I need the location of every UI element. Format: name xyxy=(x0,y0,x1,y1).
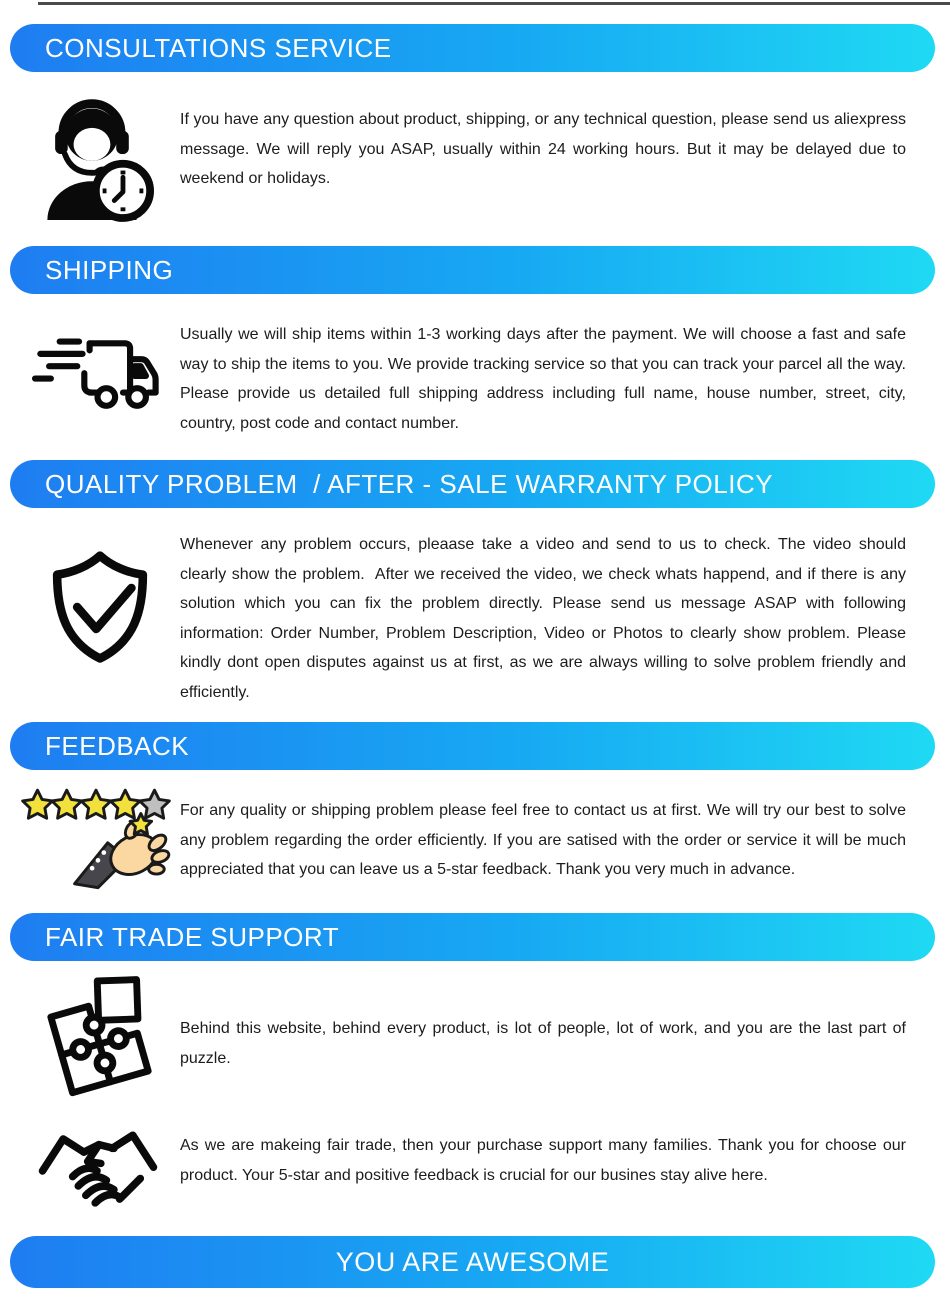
section-header-warranty xyxy=(10,460,935,508)
handshake-icon xyxy=(35,1122,161,1218)
feedback-text: For any quality or shipping problem please feel free to contact us at first. We will try our best to solve any problem regarding the order efficiently. If you are satised with the order or service it will be much appreciated that you can leave us a 5-star feedback. Thank you very much in advance. xyxy=(180,802,911,878)
section-header-label: QUALITY PROBLEM / AFTER - SALE WARRANTY POLICY xyxy=(45,468,774,499)
section-header-label: FEEDBACK xyxy=(45,730,190,761)
fair-trade-text-2: As we are makeing fair trade, then your purchase support many families. Thank you for choose our product. Your 5-star and positive feedback is crucial for our busines stay alive here. xyxy=(180,1137,911,1184)
fair-trade-text: Behind this website, behind every product, is lot of people, lot of work, and you are the last part of puzzle. xyxy=(180,1020,911,1067)
warranty-text: Whenever any problem occurs, pleaase take a video and send to us to check. The video should clearly show the problem. After we received the video, we check whats happend, and if there is any solution which you can fix the problem directly. Please send us message ASAP with following information: Order Number, Problem Description, Video or Photos to clearly show problem. Please kindly dont open disputes against us at first, as we are always willing to solve problem friendly and efficiently. xyxy=(180,536,911,701)
section-header-label: SHIPPING xyxy=(45,254,174,285)
shield-check-icon xyxy=(42,548,158,668)
section-header-label: FAIR TRADE SUPPORT xyxy=(45,921,340,952)
section-header-shipping xyxy=(10,246,935,294)
puzzle-icon xyxy=(35,968,157,1098)
consultations-text: If you have any question about product, shipping, or any technical question, please send us aliexpress message. We will reply you ASAP, usually within 24 working hours. But it may be delayed due to weekend or holidays. xyxy=(180,111,911,187)
support-agent-clock-icon xyxy=(28,88,154,224)
section-header-consultations xyxy=(10,24,935,72)
section-header-label: CONSULTATIONS SERVICE xyxy=(45,32,392,63)
delivery-truck-icon xyxy=(28,328,160,422)
shipping-text: Usually we will ship items within 1-3 working days after the payment. We will choose a fast and safe way to ship the items to you. We provide tracking service so that you can track your parcel all the way. Please provide us detailed full shipping address including full name, house number, street, city, country, post code and contact number. xyxy=(180,326,911,432)
awesome-banner xyxy=(10,1236,935,1288)
top-divider-rule xyxy=(38,2,950,5)
five-star-hand-icon xyxy=(18,782,174,890)
section-header-feedback xyxy=(10,722,935,770)
awesome-banner-label: YOU ARE AWESOME xyxy=(335,1246,610,1277)
section-header-fair-trade xyxy=(10,913,935,961)
